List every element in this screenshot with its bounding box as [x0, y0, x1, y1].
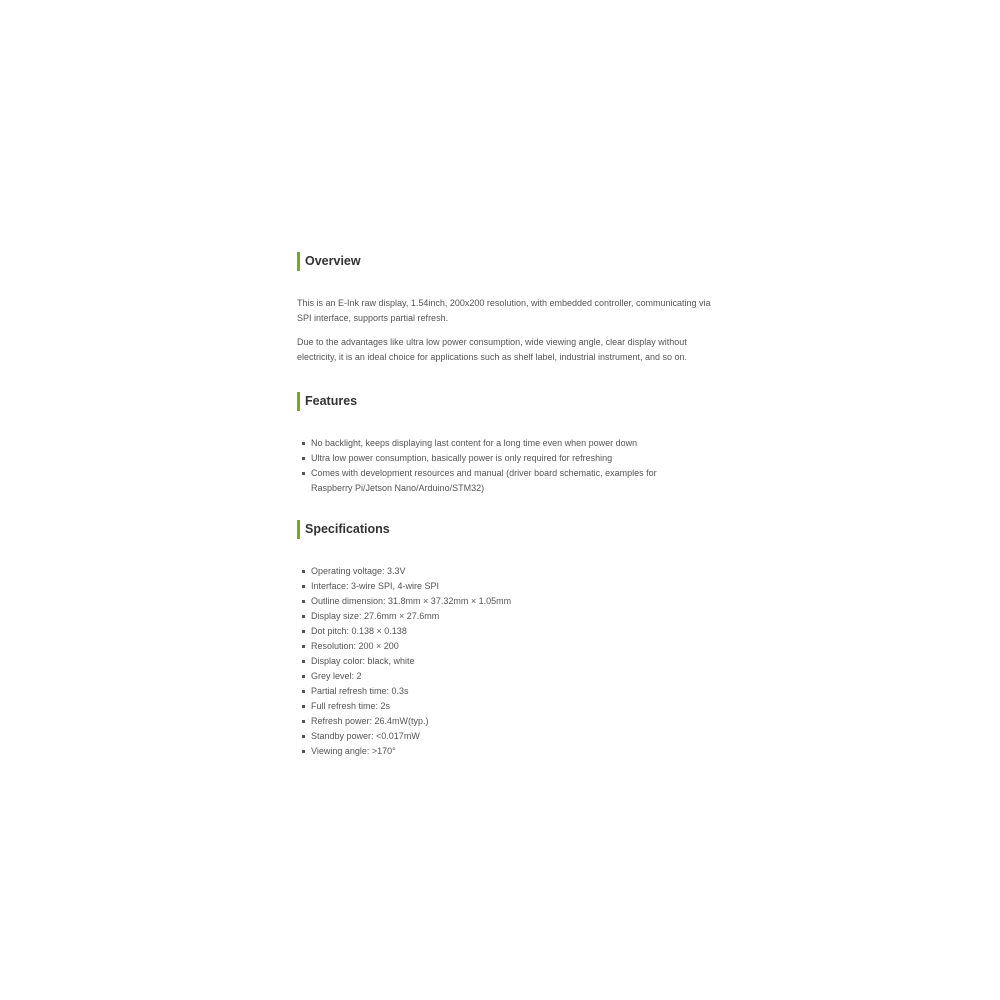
features-list-item: Ultra low power consumption, basically power is only required for refreshing [311, 451, 717, 466]
spec-item: Resolution: 200 × 200 [311, 639, 717, 654]
features-heading-text: Features [305, 394, 358, 408]
spec-item: Full refresh time: 2s [311, 699, 717, 714]
specifications-heading-text: Specifications [305, 522, 390, 536]
spec-item: Standby power: <0.017mW [311, 729, 717, 744]
spec-item: Refresh power: 26.4mW(typ.) [311, 714, 717, 729]
overview-paragraph-2: Due to the advantages like ultra low power consumption, wide viewing angle, clear display without electricity, it is an ideal choice for applications such as shelf label, industrial instrument, and so on. [297, 337, 688, 362]
spec-item: Interface: 3-wire SPI, 4-wire SPI [311, 579, 717, 594]
features-list-item: Comes with development resources and manual (driver board schematic, examples for Raspberry Pi/Jetson Nano/Arduino/STM32) [311, 466, 681, 496]
spec-item: Operating voltage: 3.3V [311, 564, 717, 579]
product-description [297, 251, 717, 759]
specifications-heading [297, 519, 717, 539]
spec-item: Partial refresh time: 0.3s [311, 684, 717, 699]
overview-paragraph-1: This is an E-Ink raw display, 1.54inch, 200x200 resolution, with embedded controller, communicating via SPI interface, supports partial refresh. [297, 298, 711, 323]
features-list-item: No backlight, keeps displaying last content for a long time even when power down [311, 436, 717, 451]
spec-item: Display size: 27.6mm × 27.6mm [311, 609, 717, 624]
heading-accent-bar [297, 252, 300, 271]
spec-item: Outline dimension: 31.8mm × 37.32mm × 1.05mm [311, 594, 717, 609]
spec-item: Dot pitch: 0.138 × 0.138 [311, 624, 717, 639]
overview-heading [297, 251, 717, 271]
features-list [297, 436, 717, 496]
spec-item: Display color: black, white [311, 654, 717, 669]
spec-item: Grey level: 2 [311, 669, 717, 684]
heading-accent-bar [297, 392, 300, 411]
spec-item: Viewing angle: >170° [311, 744, 717, 759]
features-heading [297, 391, 717, 411]
specifications-list [297, 564, 717, 759]
overview-heading-text: Overview [305, 254, 361, 268]
heading-accent-bar [297, 520, 300, 539]
